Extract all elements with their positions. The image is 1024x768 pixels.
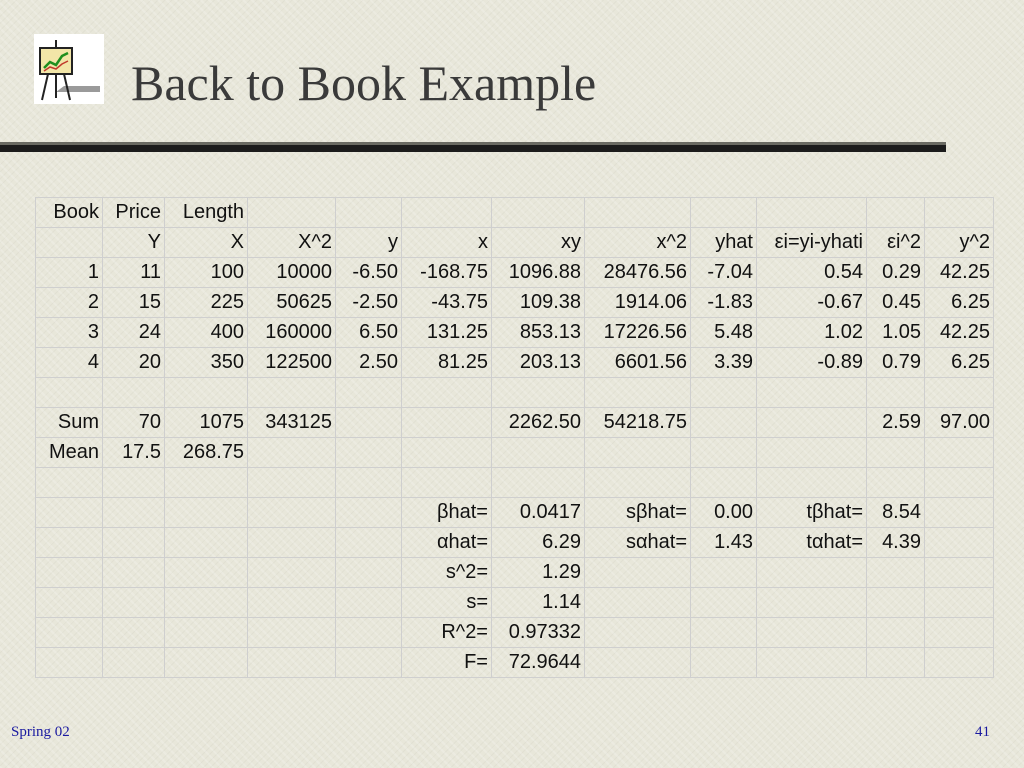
table-cell: 15 [103, 288, 165, 318]
table-cell [757, 618, 867, 648]
easel-chart-icon [34, 34, 104, 104]
table-cell [336, 618, 402, 648]
table-cell [925, 618, 994, 648]
table-row [36, 198, 994, 228]
table-cell [691, 468, 757, 498]
table-cell: 4.39 [867, 528, 925, 558]
table-cell: 853.13 [492, 318, 585, 348]
table-cell [867, 588, 925, 618]
table-cell: 343125 [248, 408, 336, 438]
table-cell [248, 618, 336, 648]
table-cell [757, 378, 867, 408]
table-cell [103, 648, 165, 678]
table-row [36, 438, 994, 468]
table-cell [757, 198, 867, 228]
table-cell [867, 438, 925, 468]
table-cell: 11 [103, 258, 165, 288]
table-cell: Length [165, 198, 248, 228]
table-cell [165, 498, 248, 528]
table-row [36, 408, 994, 438]
table-cell: εi=yi-yhati [757, 228, 867, 258]
table-cell [585, 648, 691, 678]
table-cell [248, 468, 336, 498]
table-cell: 6.25 [925, 288, 994, 318]
table-row [36, 588, 994, 618]
table-cell [757, 648, 867, 678]
table-row [36, 558, 994, 588]
table-cell [165, 618, 248, 648]
table-cell: 1075 [165, 408, 248, 438]
table-cell: 6.50 [336, 318, 402, 348]
table-cell: 70 [103, 408, 165, 438]
table-cell: Sum [36, 408, 103, 438]
table-cell: 42.25 [925, 318, 994, 348]
table-cell [585, 588, 691, 618]
table-cell: 2.59 [867, 408, 925, 438]
table-cell [103, 588, 165, 618]
table-cell [248, 378, 336, 408]
table-cell [336, 528, 402, 558]
table-cell [336, 408, 402, 438]
table-cell [36, 588, 103, 618]
table-cell: 3 [36, 318, 103, 348]
table-cell [402, 378, 492, 408]
table-cell: 1096.88 [492, 258, 585, 288]
table-cell: y [336, 228, 402, 258]
table-cell [248, 558, 336, 588]
table-row [36, 528, 994, 558]
table-cell: -168.75 [402, 258, 492, 288]
table-cell [165, 528, 248, 558]
table-cell [36, 498, 103, 528]
table-cell [867, 378, 925, 408]
slide-title: Back to Book Example [131, 55, 597, 111]
table-cell: Y [103, 228, 165, 258]
table-row [36, 498, 994, 528]
table-cell: 268.75 [165, 438, 248, 468]
table-cell: 0.54 [757, 258, 867, 288]
table-row [36, 288, 994, 318]
table-cell: X^2 [248, 228, 336, 258]
table-cell: sαhat= [585, 528, 691, 558]
table-cell: 1.05 [867, 318, 925, 348]
title-divider [0, 145, 946, 152]
table-cell: 20 [103, 348, 165, 378]
table-cell: -0.89 [757, 348, 867, 378]
table-cell [925, 438, 994, 468]
table-cell: 3.39 [691, 348, 757, 378]
table-cell: 225 [165, 288, 248, 318]
table-cell: 54218.75 [585, 408, 691, 438]
table-cell: 350 [165, 348, 248, 378]
table-cell: 122500 [248, 348, 336, 378]
table-cell [36, 378, 103, 408]
table-cell: -1.83 [691, 288, 757, 318]
table-cell [248, 438, 336, 468]
table-cell [103, 558, 165, 588]
table-cell: 24 [103, 318, 165, 348]
table-cell [336, 468, 402, 498]
table-cell: 100 [165, 258, 248, 288]
table-cell [925, 588, 994, 618]
table-cell [691, 648, 757, 678]
table-cell [336, 198, 402, 228]
table-cell [691, 438, 757, 468]
table-cell [691, 618, 757, 648]
table-cell: tβhat= [757, 498, 867, 528]
table-cell: y^2 [925, 228, 994, 258]
table-cell [402, 408, 492, 438]
table-cell [248, 588, 336, 618]
table-cell [103, 618, 165, 648]
table-cell [336, 648, 402, 678]
table-cell: 1 [36, 258, 103, 288]
table-cell: αhat= [402, 528, 492, 558]
table-cell [691, 198, 757, 228]
table-cell [757, 558, 867, 588]
table-cell: 97.00 [925, 408, 994, 438]
table-cell [925, 198, 994, 228]
table-row [36, 228, 994, 258]
table-cell: 0.0417 [492, 498, 585, 528]
table-cell [585, 558, 691, 588]
table-cell: -43.75 [402, 288, 492, 318]
table-cell [691, 588, 757, 618]
table-row [36, 378, 994, 408]
table-cell: R^2= [402, 618, 492, 648]
table-cell [36, 528, 103, 558]
table-cell: 160000 [248, 318, 336, 348]
table-cell [36, 648, 103, 678]
table-row [36, 258, 994, 288]
table-cell [757, 588, 867, 618]
table-cell: 1.29 [492, 558, 585, 588]
table-cell [336, 588, 402, 618]
table-cell: 109.38 [492, 288, 585, 318]
table-cell: x^2 [585, 228, 691, 258]
table-cell [36, 228, 103, 258]
table-cell: 50625 [248, 288, 336, 318]
table-cell: 1914.06 [585, 288, 691, 318]
page-number: 41 [975, 724, 990, 740]
table-cell: xy [492, 228, 585, 258]
table-cell [36, 618, 103, 648]
table-cell [336, 558, 402, 588]
table-cell [492, 468, 585, 498]
table-cell: 2262.50 [492, 408, 585, 438]
table-cell: 6.25 [925, 348, 994, 378]
table-cell: 1.14 [492, 588, 585, 618]
table-cell [248, 648, 336, 678]
table-cell [336, 438, 402, 468]
table-cell: 131.25 [402, 318, 492, 348]
table-cell [757, 438, 867, 468]
table-cell: Price [103, 198, 165, 228]
table-cell: X [165, 228, 248, 258]
table-cell [925, 558, 994, 588]
table-cell [402, 438, 492, 468]
table-cell [925, 468, 994, 498]
table-cell [336, 498, 402, 528]
table-cell: 72.9644 [492, 648, 585, 678]
table-cell [248, 498, 336, 528]
table-cell [925, 498, 994, 528]
table-cell [248, 198, 336, 228]
table-cell [585, 618, 691, 648]
table-cell: 1.43 [691, 528, 757, 558]
table-cell: s= [402, 588, 492, 618]
table-cell [36, 558, 103, 588]
table-cell [103, 498, 165, 528]
table-cell [492, 438, 585, 468]
table-cell: 0.00 [691, 498, 757, 528]
table-cell [757, 408, 867, 438]
table-cell: 203.13 [492, 348, 585, 378]
table-cell: 0.45 [867, 288, 925, 318]
table-cell [492, 198, 585, 228]
table-cell: βhat= [402, 498, 492, 528]
table-cell: 0.97332 [492, 618, 585, 648]
table-cell [757, 468, 867, 498]
table-cell [165, 648, 248, 678]
regression-table [35, 197, 994, 678]
table-cell: 2.50 [336, 348, 402, 378]
table-row [36, 468, 994, 498]
table-row [36, 618, 994, 648]
table-cell: 17.5 [103, 438, 165, 468]
table-cell [691, 408, 757, 438]
table-cell [925, 528, 994, 558]
table-cell: 4 [36, 348, 103, 378]
table-cell [925, 648, 994, 678]
table-cell: 2 [36, 288, 103, 318]
table-cell [165, 588, 248, 618]
table-cell: -2.50 [336, 288, 402, 318]
table-cell [492, 378, 585, 408]
table-cell: F= [402, 648, 492, 678]
table-cell [691, 378, 757, 408]
table-cell [867, 198, 925, 228]
table-cell: 10000 [248, 258, 336, 288]
table-cell: 81.25 [402, 348, 492, 378]
table-cell: Mean [36, 438, 103, 468]
table-cell [402, 198, 492, 228]
table-cell: 8.54 [867, 498, 925, 528]
table-cell [103, 378, 165, 408]
table-row [36, 648, 994, 678]
table-cell: -6.50 [336, 258, 402, 288]
table-cell: tαhat= [757, 528, 867, 558]
table-cell: yhat [691, 228, 757, 258]
table-cell [165, 468, 248, 498]
table-cell [585, 378, 691, 408]
table-cell [867, 618, 925, 648]
table-cell: sβhat= [585, 498, 691, 528]
table-cell [585, 198, 691, 228]
table-cell [867, 648, 925, 678]
table-row [36, 348, 994, 378]
table-cell: 1.02 [757, 318, 867, 348]
table-cell: 6.29 [492, 528, 585, 558]
table-cell [103, 468, 165, 498]
table-cell: -7.04 [691, 258, 757, 288]
table-cell: 28476.56 [585, 258, 691, 288]
table-cell [165, 558, 248, 588]
table-cell: 0.79 [867, 348, 925, 378]
table-cell: 5.48 [691, 318, 757, 348]
footer-term: Spring 02 [11, 724, 70, 740]
table-cell [36, 468, 103, 498]
table-cell [867, 468, 925, 498]
table-cell: s^2= [402, 558, 492, 588]
table-cell [925, 378, 994, 408]
table-cell: Book [36, 198, 103, 228]
table-cell: 6601.56 [585, 348, 691, 378]
table-cell: x [402, 228, 492, 258]
table-cell: 42.25 [925, 258, 994, 288]
table-row [36, 318, 994, 348]
table-cell [165, 378, 248, 408]
table-cell: 17226.56 [585, 318, 691, 348]
table-cell [691, 558, 757, 588]
table-cell [402, 468, 492, 498]
table-cell: 400 [165, 318, 248, 348]
table-cell: -0.67 [757, 288, 867, 318]
table-cell [585, 438, 691, 468]
table-cell: 0.29 [867, 258, 925, 288]
table-cell [867, 558, 925, 588]
table-cell: εi^2 [867, 228, 925, 258]
table-cell [248, 528, 336, 558]
table-cell [585, 468, 691, 498]
table-cell [103, 528, 165, 558]
table-cell [336, 378, 402, 408]
